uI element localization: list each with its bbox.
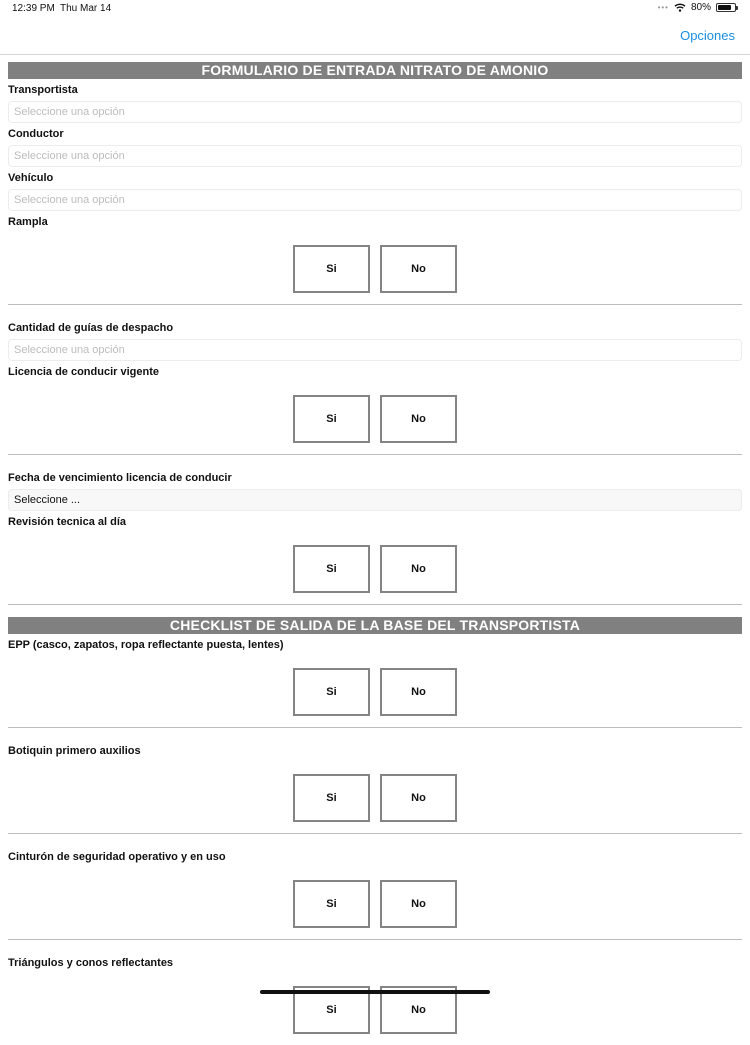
epp-casco-zapatos-ropa-yes-button[interactable]: Si xyxy=(293,668,370,716)
epp-casco-zapatos-ropa-no-button[interactable]: No xyxy=(380,668,457,716)
transportista-select[interactable]: Seleccione una opción xyxy=(8,101,742,123)
spacer xyxy=(0,605,750,617)
field-label-botiquin-primero-auxilios: Botiquin primero auxilios xyxy=(8,745,141,757)
field-label-fecha-de-vencimiento-licencia: Fecha de vencimiento licencia de conducir xyxy=(8,472,232,484)
spacer xyxy=(0,940,750,952)
spacer xyxy=(0,455,750,467)
botiquin-primero-auxilios-yes-button[interactable]: Si xyxy=(293,774,370,822)
rampla-no-button[interactable]: No xyxy=(380,245,457,293)
triangulos-y-conos-reflectantes-no-button[interactable]: No xyxy=(380,986,457,1034)
botiquin-primero-auxilios-no-button[interactable]: No xyxy=(380,774,457,822)
status-date: Thu Mar 14 xyxy=(60,3,112,14)
navigation-bar xyxy=(0,18,750,55)
cantidad-de-guias-de-select[interactable]: Seleccione una opción xyxy=(8,339,742,361)
epp-casco-zapatos-ropa-yes-no-group xyxy=(0,656,750,727)
cinturon-de-seguridad-operativo-yes-button[interactable]: Si xyxy=(293,880,370,928)
form-container xyxy=(0,62,750,1045)
battery-icon xyxy=(716,3,736,12)
options-button[interactable]: Opciones xyxy=(680,28,735,43)
field-label-cinturon-de-seguridad-operativo: Cinturón de seguridad operativo y en uso xyxy=(8,851,226,863)
section-header: FORMULARIO DE ENTRADA NITRATO DE AMONIO xyxy=(8,62,742,79)
battery-percentage: 80% xyxy=(690,2,711,13)
spacer xyxy=(0,728,750,740)
status-indicators xyxy=(658,2,736,13)
wifi-icon xyxy=(674,3,686,12)
revision-tecnica-al-dia-no-button[interactable]: No xyxy=(380,545,457,593)
cinturon-de-seguridad-operativo-no-button[interactable]: No xyxy=(380,880,457,928)
licencia-de-conducir-vigente-no-button[interactable]: No xyxy=(380,395,457,443)
triangulos-y-conos-reflectantes-yes-button[interactable]: Si xyxy=(293,986,370,1034)
field-label-vehiculo: Vehículo xyxy=(8,172,54,184)
rampla-yes-button[interactable]: Si xyxy=(293,245,370,293)
field-label-revision-tecnica-al-dia: Revisión tecnica al día xyxy=(8,516,126,528)
field-label-conductor: Conductor xyxy=(8,128,64,140)
conductor-select[interactable]: Seleccione una opción xyxy=(8,145,742,167)
field-label-rampla: Rampla xyxy=(8,216,48,228)
field-label-cantidad-de-guias-de: Cantidad de guías de despacho xyxy=(8,322,174,334)
revision-tecnica-al-dia-yes-no-group xyxy=(0,533,750,604)
home-indicator[interactable] xyxy=(260,990,490,994)
status-time: 12:39 PM xyxy=(12,3,55,14)
section-header: CHECKLIST DE SALIDA DE LA BASE DEL TRANSPORTISTA xyxy=(8,617,742,634)
fecha-de-vencimiento-licencia-date-picker[interactable]: Seleccione ... xyxy=(8,489,742,511)
revision-tecnica-al-dia-yes-button[interactable]: Si xyxy=(293,545,370,593)
field-label-transportista: Transportista xyxy=(8,84,78,96)
spacer xyxy=(0,305,750,317)
vehiculo-select[interactable]: Seleccione una opción xyxy=(8,189,742,211)
rampla-yes-no-group xyxy=(0,233,750,304)
licencia-de-conducir-vigente-yes-no-group xyxy=(0,383,750,454)
field-label-licencia-de-conducir-vigente: Licencia de conducir vigente xyxy=(8,366,159,378)
field-label-triangulos-y-conos-reflectantes: Triángulos y conos reflectantes xyxy=(8,957,174,969)
status-bar xyxy=(0,0,750,18)
multitasking-dots-icon: ••• xyxy=(657,3,669,12)
spacer xyxy=(0,834,750,846)
licencia-de-conducir-vigente-yes-button[interactable]: Si xyxy=(293,395,370,443)
botiquin-primero-auxilios-yes-no-group xyxy=(0,762,750,833)
triangulos-y-conos-reflectantes-yes-no-group xyxy=(0,974,750,1045)
field-label-epp-casco-zapatos-ropa: EPP (casco, zapatos, ropa reflectante puesta, lentes) xyxy=(8,639,284,651)
cinturon-de-seguridad-operativo-yes-no-group xyxy=(0,868,750,939)
